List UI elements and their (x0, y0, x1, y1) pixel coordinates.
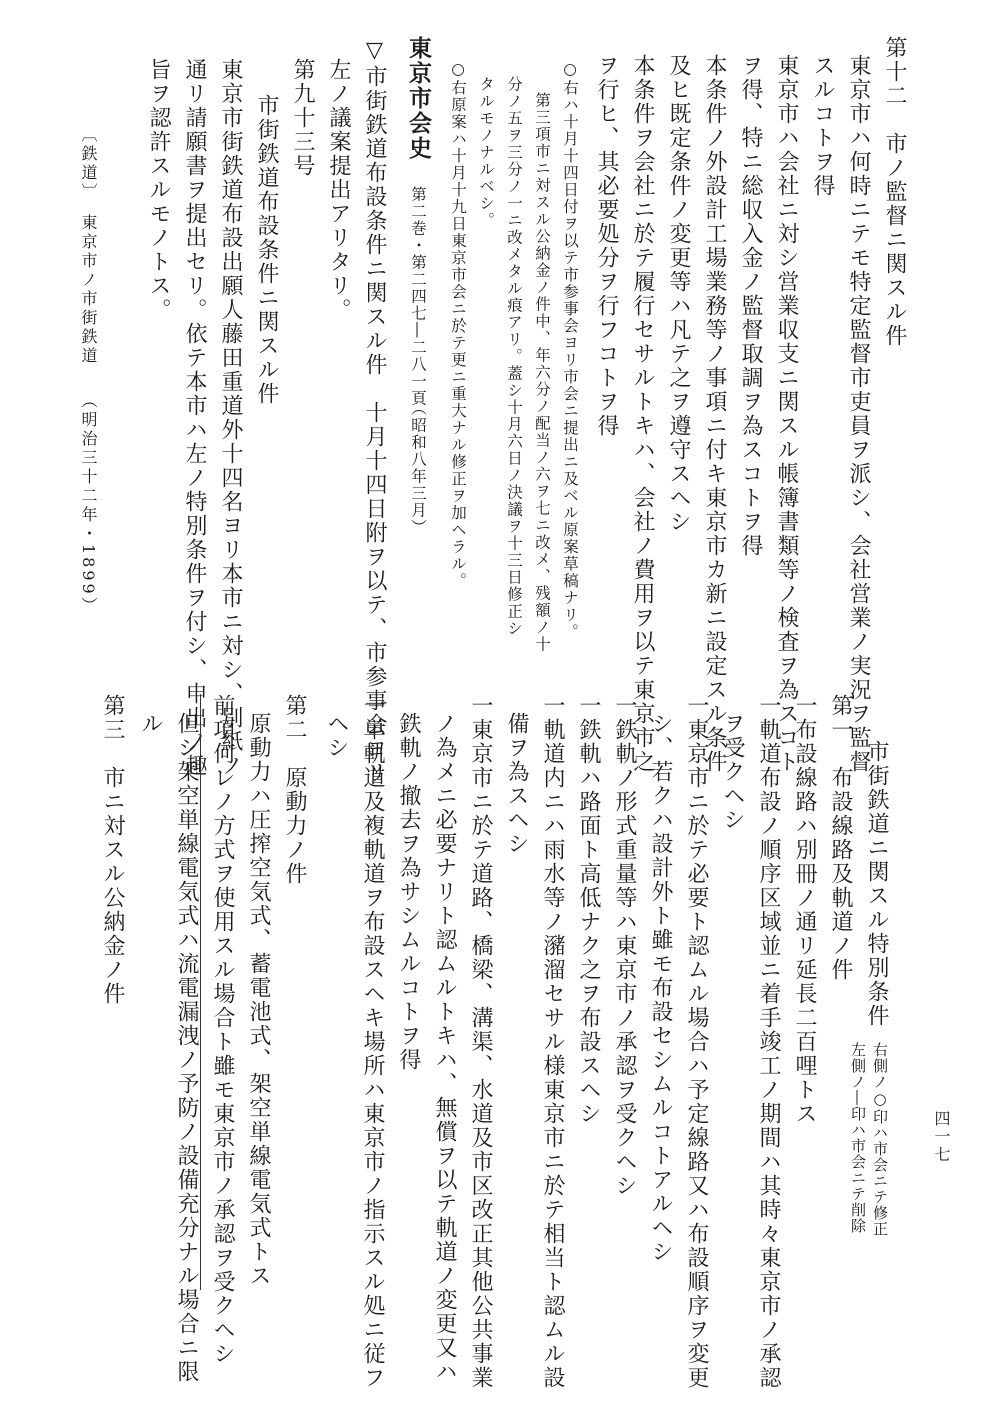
text-line: 一東京市ニ於テ必要ト認ムル場合ハ予定線路又ハ布設順序ヲ変更 (684, 694, 709, 1390)
text-line: 原動力ハ圧搾空気式、蓄電池式、架空単線電気式トス (246, 712, 271, 1288)
text-line: 一鉄軌ノ形式重量等ハ東京市ノ承認ヲ受クヘシ (612, 694, 637, 1198)
text-line: ヘシ (324, 712, 349, 760)
running-head-title: 東京市ノ市街鉄道 (79, 214, 98, 366)
section-heading-12: 第十二 市ノ監督ニ関スル件 (882, 36, 907, 348)
editorial-note: 第三項市ニ対スル公納金ノ件中、年六分ノ配当ノ六ヲ七ニ改メ、残額ノ十 (533, 92, 551, 653)
text-line: スルコトヲ得 (810, 54, 835, 198)
text-line: ル (138, 712, 163, 736)
text-line: 一単軌道及複軌道ヲ布設スヘキ場所ハ東京市ノ指示スル処ニ従フ (360, 694, 385, 1390)
editorial-note: 分ノ五ヲ三分ノ一ニ改メタル痕アリ。蓋シ十月六日ノ決議ヲ十三日修正シ (505, 76, 523, 637)
section-heading-1: 第一 布設線路及軌道ノ件 (828, 694, 853, 982)
text-line: 東京市ハ会社ニ対シ営業収支ニ関スル帳簿書類等ノ検査ヲ為スコト (774, 54, 799, 774)
text-line: 一軌道布設ノ順序区域並ニ着手竣工ノ期間ハ其時々東京市ノ承認 (756, 694, 781, 1390)
title-note: 左側ノ―印ハ市会ニテ削除 (849, 1042, 867, 1234)
editorial-note: ○右原案ハ十月十九日東京市会ニ於テ更ニ重大ナル修正ヲ加ヘラル。 (449, 60, 467, 590)
text-line: 旨ヲ認許スルモノトス。 (146, 58, 171, 322)
section-heading-3: 第三 市ニ対スル公納金ノ件 (100, 694, 125, 1006)
text-line: ヲ受クヘシ (720, 712, 745, 832)
editorial-note: ○右ハ十月十四日付ヲ以テ市参事会ヨリ市会ニ提出ニ及ベル原案草稿ナリ。 (561, 60, 579, 641)
bill-number: 第九十三号 (290, 58, 315, 178)
text-line: ヲ行ヒ、其必要処分ヲ行フコトヲ得 (594, 54, 619, 438)
conditions-title: 市街鉄道ニ関スル特別条件 (864, 740, 889, 1028)
source-title: 東京市会史 (405, 36, 432, 161)
editorial-note: タルモノナルベシ。 (477, 76, 495, 229)
text-line: 東京市ハ何時ニテモ特定監督市吏員ヲ派シ、会社営業ノ実況ヲ監督 (846, 54, 871, 774)
text-line: 一軌道内ニハ雨水等ノ瀦溜セサル様東京市ニ於テ相当ト認ムル設 (540, 694, 565, 1390)
text-line: 備ヲ為スヘシ (504, 712, 529, 856)
text-line: 本条件ノ外設計工場業務等ノ事項ニ付キ東京市カ新ニ設定スル条件 (702, 54, 727, 774)
running-head-era: （明治三十二年・1899） (79, 392, 98, 616)
source-pages: 第二巻・第二四七―二八一頁 (409, 186, 427, 407)
text-line: 一東京市ニ於テ道路、橋梁、溝渠、水道及市区改正其他公共事業 (468, 694, 493, 1390)
source-date: （昭和八年三月） (409, 400, 427, 536)
text-line: 一鉄軌ハ路面ト高低ナク之ヲ布設スヘシ (576, 694, 601, 1126)
text-line: シ、若クハ設計外ト雖モ布設セシムルコトアルヘシ (648, 712, 673, 1264)
text-line: 但シ架空単線電気式ハ流電漏洩ノ予防ノ設備充分ナル場合ニ限 (174, 712, 199, 1384)
text-line: 通リ請願書ヲ提出セリ。依テ本市ハ左ノ特別条件ヲ付シ、申出ノ趣 (182, 58, 207, 778)
title-note: 右側ノ○印ハ市会ニテ修正 (871, 1042, 889, 1237)
bill-title: 市街鉄道布設条件ニ関スル件 (254, 94, 279, 406)
text-line: 及ヒ既定条件ノ変更等ハ凡テ之ヲ遵守スヘシ (666, 54, 691, 534)
page-number: 四一七 (932, 1110, 951, 1164)
text-line: ノ為メニ必要ナリト認ムルトキハ、無償ヲ以テ軌道ノ変更又ハ (432, 712, 457, 1384)
text-line: 前項何レノ方式ヲ使用スル場合ト雖モ東京市ノ承認ヲ受クヘシ (210, 694, 235, 1366)
text-line: 左ノ議案提出アリタリ。 (326, 58, 351, 322)
text-line: ヲ得、特ニ総収入金ノ監督取調ヲ為スコトヲ得 (738, 54, 763, 558)
text-line: 東京市街鉄道布設出願人藤田重道外十四名ヨリ本市ニ対シ、別紙ノ (218, 58, 243, 778)
text-line: 一布設線路ハ別冊ノ通リ延長二百哩トス (792, 694, 817, 1126)
text-line: 鉄軌ノ撤去ヲ為サシムルコトヲ得 (396, 712, 421, 1072)
text-line: ▽市街鉄道布設条件ニ関スル件 十月十四日附ヲ以テ、市参事会ヨリ (362, 38, 387, 785)
section-heading-2: 第二 原動力ノ件 (282, 694, 307, 886)
running-head-category: 〔鉄道〕 (79, 126, 98, 202)
text-line: 本条件ヲ会社ニ於テ履行セサルトキハ、会社ノ費用ヲ以テ東京市之 (630, 54, 655, 774)
